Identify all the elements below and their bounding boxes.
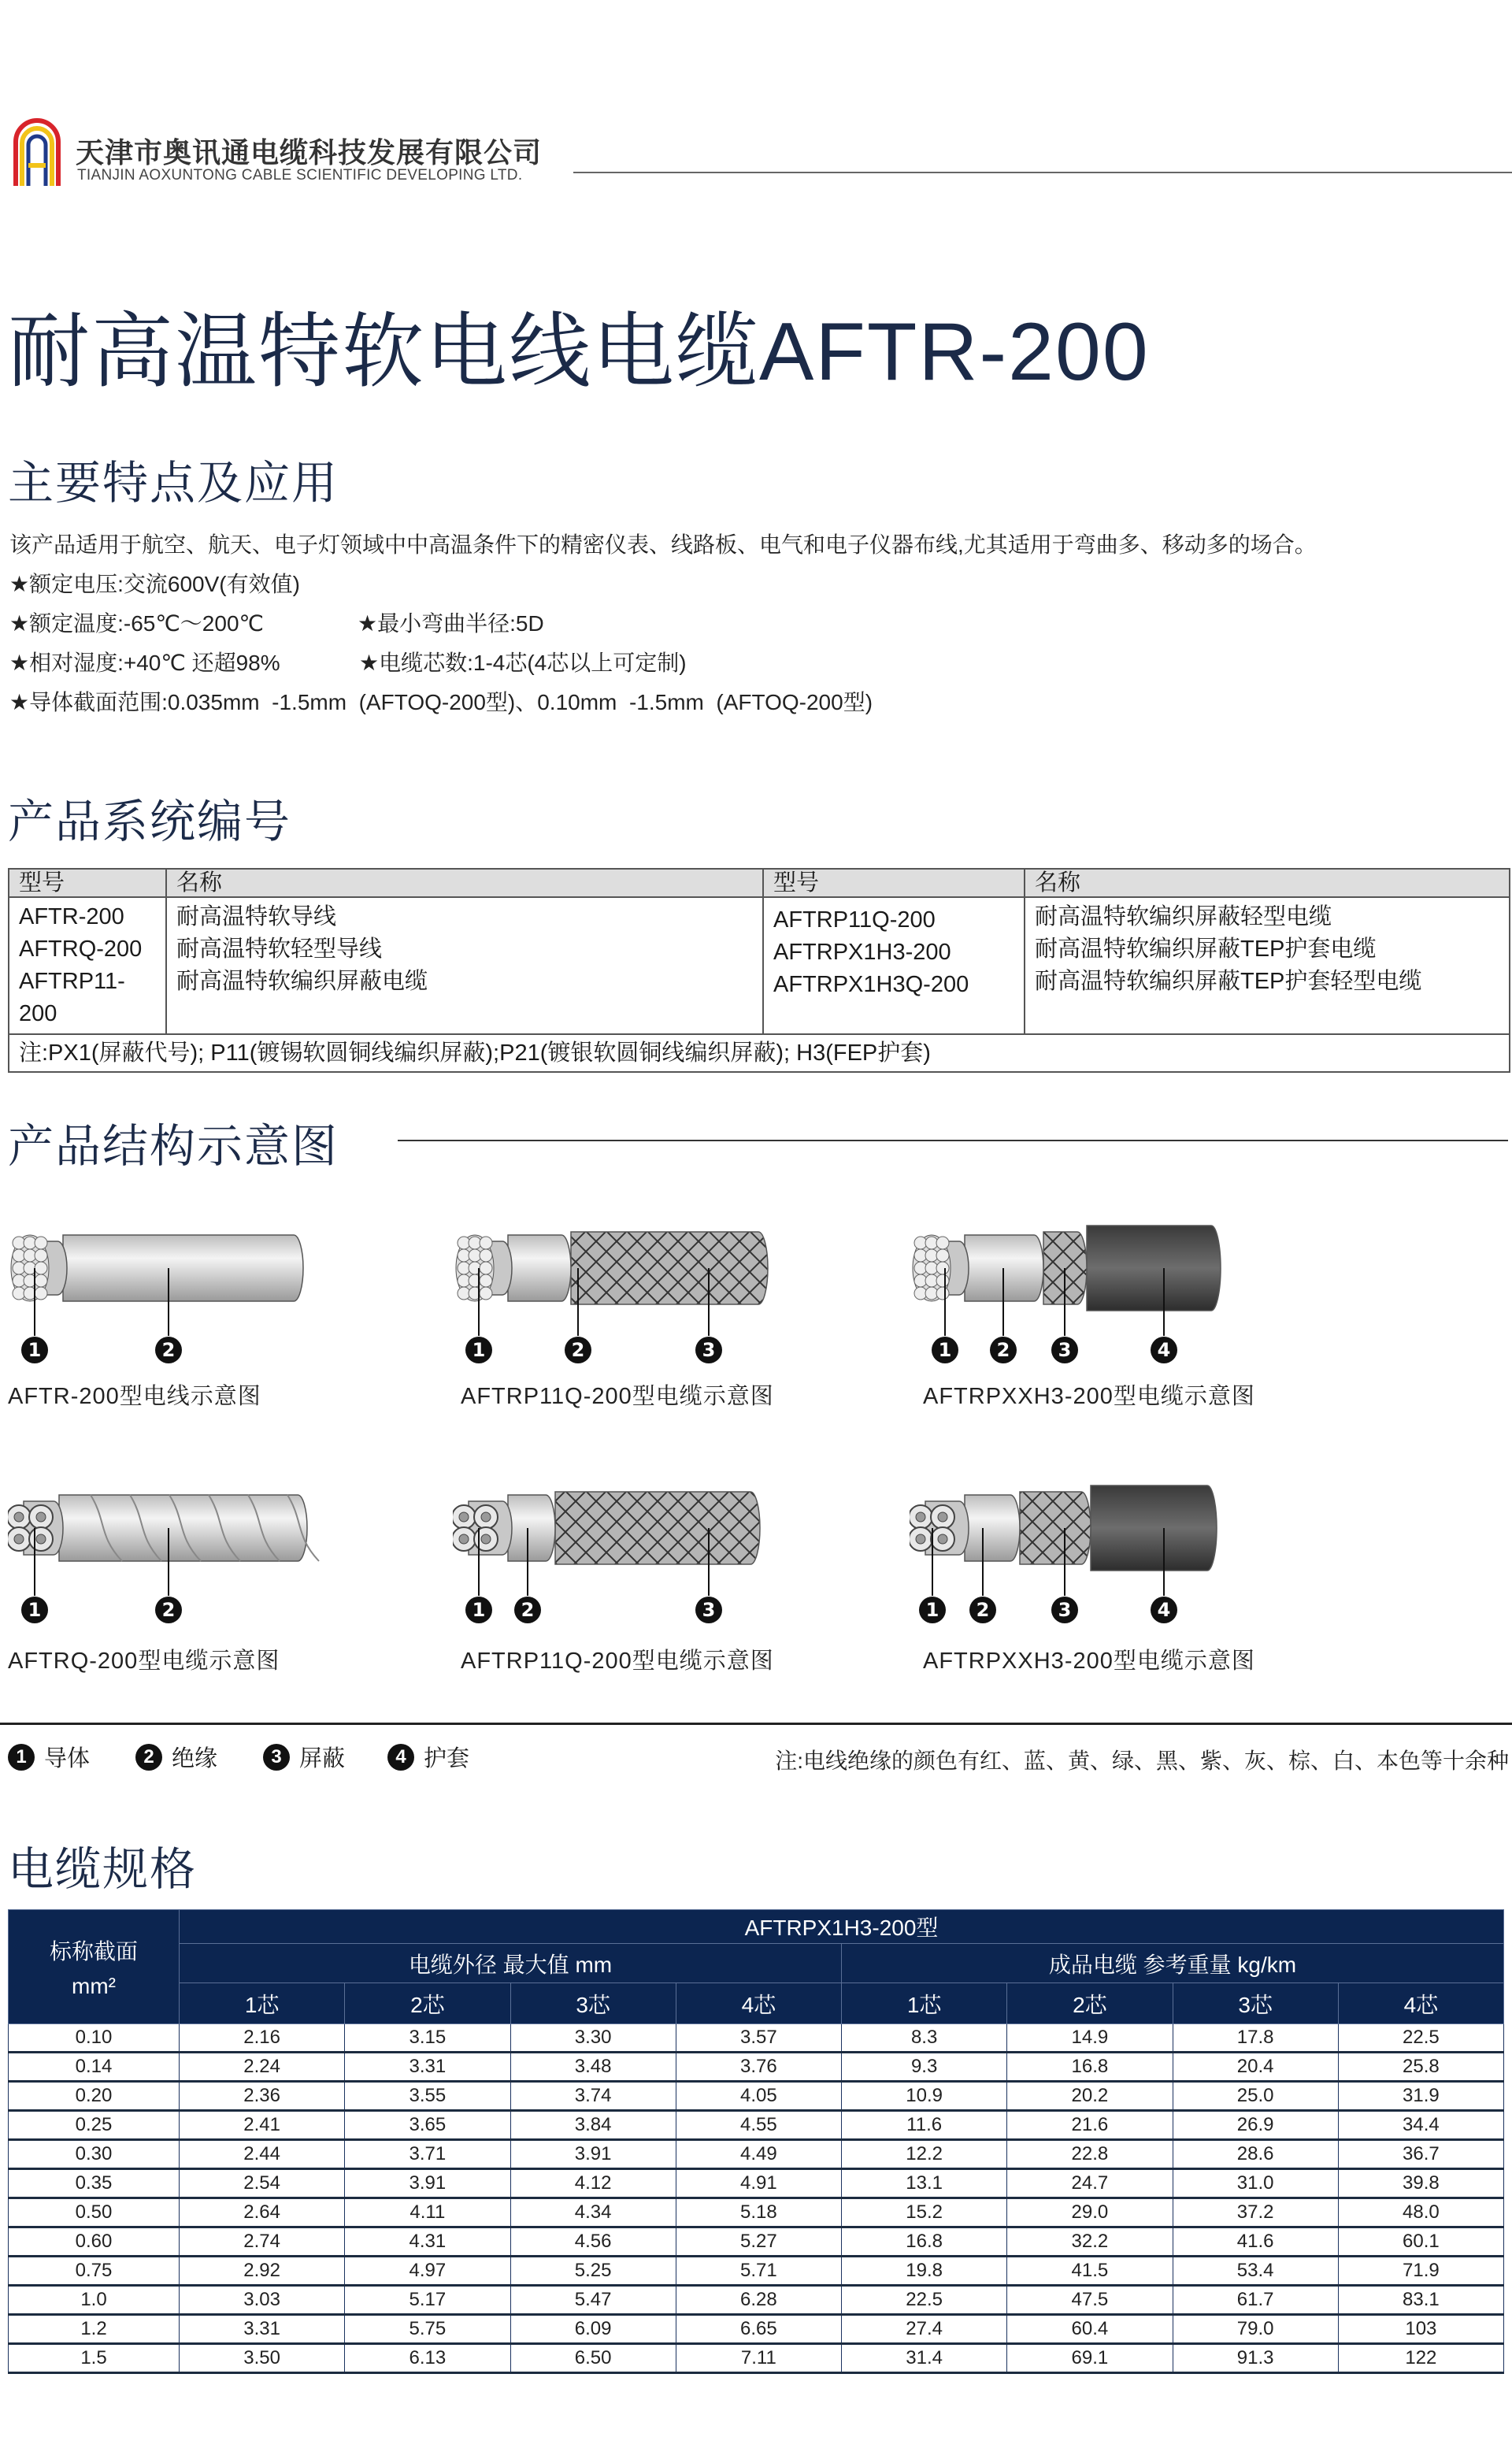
core-header: 1芯 <box>842 1983 1007 2024</box>
legend-label: 导体 <box>44 1746 91 1771</box>
value-cell: 21.6 <box>1007 2111 1173 2140</box>
value-cell: 6.13 <box>345 2344 510 2373</box>
value-cell: 3.50 <box>180 2344 345 2373</box>
value-cell: 2.36 <box>180 2082 345 2111</box>
core-conductor <box>916 1512 925 1522</box>
value-cell: 6.28 <box>676 2286 841 2315</box>
section-cell: 1.5 <box>9 2344 180 2373</box>
section-cell: 0.20 <box>9 2082 180 2111</box>
name: 耐高温特软轻型导线 <box>176 937 383 962</box>
value-cell: 31.0 <box>1173 2169 1338 2198</box>
value-cell: 41.5 <box>1007 2257 1173 2286</box>
system-note: 注:PX1(屏蔽代号); P11(镀锡软圆铜线编织屏蔽);P21(镀银软圆铜线编织屏蔽); H3(FEP护套) <box>9 1034 1510 1072</box>
value-cell: 61.7 <box>1173 2286 1338 2315</box>
legend-divider <box>0 1723 1512 1725</box>
core-conductor <box>916 1534 925 1544</box>
value-cell: 37.2 <box>1173 2198 1338 2227</box>
value-cell: 41.6 <box>1173 2227 1338 2257</box>
legend-conductor <box>8 1741 90 1773</box>
value-cell: 60.4 <box>1007 2315 1173 2344</box>
color-note: 注:电线绝缘的颜色有红、蓝、黄、绿、黑、紫、灰、棕、白、本色等十余种 <box>775 1749 1509 1773</box>
strand-end <box>480 1262 492 1274</box>
strand-end <box>480 1249 492 1262</box>
section-cell: 0.50 <box>9 2198 180 2227</box>
strand-end <box>936 1274 949 1287</box>
value-cell: 19.8 <box>842 2257 1007 2286</box>
callout-number: 1 <box>472 1599 486 1621</box>
features-description: 该产品适用于航空、航天、电子灯领域中中高温条件下的精密仪表、线路板、电气和电子仪器布线,尤其适用于弯曲多、移动多的场合。 <box>9 532 1317 557</box>
name: 耐高温特软编织屏蔽TEP护套电缆 <box>1035 937 1377 962</box>
core-conductor <box>481 1534 491 1544</box>
name: 耐高温特软编织屏蔽TEP护套轻型电缆 <box>1035 969 1422 994</box>
model-header: AFTRPX1H3-200型 <box>180 1910 1504 1944</box>
section-header <box>9 1910 180 2024</box>
diameter-header: 电缆外径 最大值 mm <box>180 1944 842 1983</box>
feature-voltage: ★额定电压:交流600V(有效值) <box>9 572 300 596</box>
company-logo-icon <box>9 117 65 189</box>
value-cell: 4.49 <box>676 2140 841 2169</box>
legend-label: 绝缘 <box>172 1746 218 1771</box>
col-model: 型号 <box>763 869 1025 897</box>
col-name: 名称 <box>166 869 763 897</box>
value-cell: 5.25 <box>510 2257 676 2286</box>
value-cell: 79.0 <box>1173 2315 1338 2344</box>
legend-jacket <box>387 1741 469 1773</box>
value-cell: 69.1 <box>1007 2344 1173 2373</box>
table-row <box>9 2227 1504 2257</box>
system-heading: 产品系统编号 <box>8 796 292 848</box>
diagram-aftrpxxh3-200 <box>910 1221 1232 1378</box>
insulation-layer <box>508 1235 571 1301</box>
value-cell: 34.4 <box>1338 2111 1503 2140</box>
value-cell: 14.9 <box>1007 2024 1173 2053</box>
callout-number: 2 <box>571 1339 585 1361</box>
value-cell: 16.8 <box>842 2227 1007 2257</box>
core-header: 4芯 <box>676 1983 841 2024</box>
value-cell: 3.55 <box>345 2082 510 2111</box>
value-cell: 3.31 <box>180 2315 345 2344</box>
value-cell: 4.97 <box>345 2257 510 2286</box>
value-cell: 4.11 <box>345 2198 510 2227</box>
strand-end <box>35 1237 47 1249</box>
legend-label: 屏蔽 <box>299 1746 346 1771</box>
callout-number: 1 <box>472 1339 486 1361</box>
diagram-caption: AFTRP11Q-200型电缆示意图 <box>461 1384 774 1409</box>
value-cell: 32.2 <box>1007 2227 1173 2257</box>
strand-end <box>35 1262 47 1274</box>
strand-end <box>480 1287 492 1300</box>
callout-number: 2 <box>161 1599 176 1621</box>
value-cell: 3.48 <box>510 2053 676 2082</box>
value-cell: 2.44 <box>180 2140 345 2169</box>
section-cell: 0.14 <box>9 2053 180 2082</box>
value-cell: 25.0 <box>1173 2082 1338 2111</box>
core-header: 2芯 <box>1007 1983 1173 2024</box>
core-conductor <box>938 1512 947 1522</box>
table-row <box>9 2315 1504 2344</box>
strand-end <box>936 1249 949 1262</box>
strand-end <box>35 1249 47 1262</box>
table-row <box>9 2286 1504 2315</box>
value-cell: 5.75 <box>345 2315 510 2344</box>
value-cell: 7.11 <box>676 2344 841 2373</box>
value-cell: 5.47 <box>510 2286 676 2315</box>
number-2-icon: 2 <box>135 1744 162 1771</box>
spec-table <box>8 1909 1504 2374</box>
value-cell: 3.84 <box>510 2111 676 2140</box>
table-row <box>9 2111 1504 2140</box>
value-cell: 2.16 <box>180 2024 345 2053</box>
model: AFTR-200 <box>19 904 124 929</box>
diagram-caption: AFTRPXXH3-200型电缆示意图 <box>923 1384 1255 1409</box>
value-cell: 83.1 <box>1338 2286 1503 2315</box>
diagram-aftr-200 <box>8 1221 331 1378</box>
value-cell: 2.24 <box>180 2053 345 2082</box>
value-cell: 5.27 <box>676 2227 841 2257</box>
value-cell: 3.71 <box>345 2140 510 2169</box>
section-cell: 1.0 <box>9 2286 180 2315</box>
value-cell: 6.09 <box>510 2315 676 2344</box>
value-cell: 4.56 <box>510 2227 676 2257</box>
strand-end <box>936 1262 949 1274</box>
core-header: 1芯 <box>180 1983 345 2024</box>
feature-humidity: ★相对湿度:+40℃ 还超98% <box>9 651 280 675</box>
callout-number: 1 <box>925 1599 939 1621</box>
value-cell: 20.4 <box>1173 2053 1338 2082</box>
table-row <box>9 2053 1504 2082</box>
shield-braid-layer <box>1020 1492 1091 1564</box>
left-models <box>9 897 166 1034</box>
page-title: 耐高温特软电线电缆AFTR-200 <box>8 306 1150 398</box>
structure-heading: 产品结构示意图 <box>8 1121 339 1172</box>
spec-heading: 电缆规格 <box>8 1844 198 1895</box>
right-models <box>763 897 1025 1034</box>
section-unit: mm² <box>72 1974 116 1998</box>
value-cell: 8.3 <box>842 2024 1007 2053</box>
value-cell: 2.54 <box>180 2169 345 2198</box>
value-cell: 22.5 <box>1338 2024 1503 2053</box>
section-cell: 0.35 <box>9 2169 180 2198</box>
shield-braid-layer <box>555 1492 760 1564</box>
section-cell: 0.30 <box>9 2140 180 2169</box>
core-conductor <box>14 1512 24 1522</box>
legend-label: 护套 <box>424 1746 470 1771</box>
value-cell: 3.03 <box>180 2286 345 2315</box>
core-conductor <box>459 1512 469 1522</box>
value-cell: 6.65 <box>676 2315 841 2344</box>
value-cell: 4.55 <box>676 2111 841 2140</box>
value-cell: 5.17 <box>345 2286 510 2315</box>
callout-number: 3 <box>702 1599 716 1621</box>
core-header: 2芯 <box>345 1983 510 2024</box>
strand-end <box>35 1274 47 1287</box>
company-name-en: TIANJIN AOXUNTONG CABLE SCIENTIFIC DEVELOPING LTD. <box>77 167 523 184</box>
header-divider <box>573 172 1512 173</box>
name: 耐高温特软导线 <box>176 904 337 929</box>
structure-divider <box>398 1140 1508 1141</box>
diagram-caption: AFTR-200型电线示意图 <box>8 1384 261 1409</box>
value-cell: 47.5 <box>1007 2286 1173 2315</box>
diagram-caption: AFTRPXXH3-200型电缆示意图 <box>923 1649 1255 1674</box>
col-name: 名称 <box>1025 869 1510 897</box>
feature-cores: ★电缆芯数:1-4芯(4芯以上可定制) <box>359 651 687 675</box>
system-table <box>8 868 1510 1073</box>
feature-bend-radius: ★最小弯曲半径:5D <box>358 611 544 636</box>
value-cell: 3.74 <box>510 2082 676 2111</box>
callout-number: 2 <box>161 1339 176 1361</box>
core-header: 4芯 <box>1338 1983 1503 2024</box>
core-conductor <box>481 1512 491 1522</box>
number-4-icon: 4 <box>387 1744 414 1771</box>
number-1-icon: 1 <box>8 1744 35 1771</box>
diagram-aftrq-200 <box>8 1481 331 1638</box>
company-name-cn: 天津市奥讯通电缆科技发展有限公司 <box>76 136 543 169</box>
insulation-layer <box>508 1495 555 1561</box>
value-cell: 2.92 <box>180 2257 345 2286</box>
number-3-icon: 3 <box>263 1744 290 1771</box>
col-model: 型号 <box>9 869 166 897</box>
feature-cross-section: ★导体截面范围:0.035mm -1.5mm (AFTOQ-200型)、0.10mm -1.5mm (AFTOQ-200型) <box>9 690 873 714</box>
right-names <box>1025 897 1510 1034</box>
section-cell: 1.2 <box>9 2315 180 2344</box>
callout-number: 3 <box>702 1339 716 1361</box>
value-cell: 2.74 <box>180 2227 345 2257</box>
callout-number: 2 <box>976 1599 990 1621</box>
value-cell: 6.50 <box>510 2344 676 2373</box>
value-cell: 91.3 <box>1173 2344 1338 2373</box>
diagram-aftrpxxh3-200-multi <box>910 1481 1232 1638</box>
section-label: 标称截面 <box>49 1939 138 1964</box>
legend-insulation <box>135 1741 217 1773</box>
callout-number: 1 <box>28 1339 42 1361</box>
value-cell: 4.05 <box>676 2082 841 2111</box>
value-cell: 10.9 <box>842 2082 1007 2111</box>
value-cell: 5.18 <box>676 2198 841 2227</box>
value-cell: 5.71 <box>676 2257 841 2286</box>
core-conductor <box>36 1512 46 1522</box>
value-cell: 9.3 <box>842 2053 1007 2082</box>
diagram-aftrp11q-200-multi <box>453 1481 776 1638</box>
value-cell: 27.4 <box>842 2315 1007 2344</box>
core-header: 3芯 <box>1173 1983 1338 2024</box>
callout-number: 2 <box>521 1599 535 1621</box>
value-cell: 25.8 <box>1338 2053 1503 2082</box>
section-cell: 0.60 <box>9 2227 180 2257</box>
value-cell: 4.12 <box>510 2169 676 2198</box>
insulation-layer <box>965 1495 1020 1561</box>
core-conductor <box>938 1534 947 1544</box>
value-cell: 39.8 <box>1338 2169 1503 2198</box>
value-cell: 3.15 <box>345 2024 510 2053</box>
name: 耐高温特软编织屏蔽轻型电缆 <box>1035 904 1332 929</box>
model: AFTRP11-200 <box>19 969 125 1026</box>
value-cell: 31.9 <box>1338 2082 1503 2111</box>
strand-end <box>936 1287 949 1300</box>
core-header: 3芯 <box>510 1983 676 2024</box>
callout-number: 1 <box>938 1339 952 1361</box>
insulation-layer <box>63 1235 303 1301</box>
value-cell: 11.6 <box>842 2111 1007 2140</box>
features-heading: 主要特点及应用 <box>8 458 339 509</box>
value-cell: 26.9 <box>1173 2111 1338 2140</box>
value-cell: 3.91 <box>510 2140 676 2169</box>
feature-temperature: ★额定温度:-65℃～200℃ <box>9 611 264 636</box>
diagram-caption: AFTRP11Q-200型电缆示意图 <box>461 1649 774 1674</box>
callout-number: 2 <box>996 1339 1010 1361</box>
value-cell: 13.1 <box>842 2169 1007 2198</box>
value-cell: 28.6 <box>1173 2140 1338 2169</box>
value-cell: 15.2 <box>842 2198 1007 2227</box>
section-cell: 0.10 <box>9 2024 180 2053</box>
core-conductor <box>14 1534 24 1544</box>
value-cell: 48.0 <box>1338 2198 1503 2227</box>
strand-end <box>35 1287 47 1300</box>
jacket-layer <box>1091 1485 1217 1571</box>
value-cell: 4.91 <box>676 2169 841 2198</box>
value-cell: 3.65 <box>345 2111 510 2140</box>
value-cell: 3.91 <box>345 2169 510 2198</box>
section-cell: 0.75 <box>9 2257 180 2286</box>
value-cell: 20.2 <box>1007 2082 1173 2111</box>
model: AFTRPX1H3Q-200 <box>773 972 969 997</box>
core-conductor <box>36 1534 46 1544</box>
value-cell: 17.8 <box>1173 2024 1338 2053</box>
value-cell: 122 <box>1338 2344 1503 2373</box>
value-cell: 3.31 <box>345 2053 510 2082</box>
table-row <box>9 2024 1504 2053</box>
table-row <box>9 2140 1504 2169</box>
value-cell: 22.5 <box>842 2286 1007 2315</box>
strand-end <box>936 1237 949 1249</box>
model: AFTRP11Q-200 <box>773 907 936 933</box>
left-names <box>166 897 763 1034</box>
value-cell: 3.76 <box>676 2053 841 2082</box>
callout-number: 4 <box>1157 1599 1171 1621</box>
value-cell: 53.4 <box>1173 2257 1338 2286</box>
value-cell: 2.64 <box>180 2198 345 2227</box>
value-cell: 71.9 <box>1338 2257 1503 2286</box>
table-row <box>9 2169 1504 2198</box>
model: AFTRPX1H3-200 <box>773 940 951 965</box>
value-cell: 4.31 <box>345 2227 510 2257</box>
value-cell: 29.0 <box>1007 2198 1173 2227</box>
weight-header: 成品电缆 参考重量 kg/km <box>842 1944 1504 1983</box>
callout-number: 3 <box>1058 1339 1072 1361</box>
value-cell: 16.8 <box>1007 2053 1173 2082</box>
table-row <box>9 2344 1504 2373</box>
callout-number: 3 <box>1058 1599 1072 1621</box>
model: AFTRQ-200 <box>19 937 143 962</box>
shield-braid-layer <box>571 1232 768 1304</box>
value-cell: 12.2 <box>842 2140 1007 2169</box>
value-cell: 4.34 <box>510 2198 676 2227</box>
diagram-caption: AFTRQ-200型电缆示意图 <box>8 1649 280 1674</box>
table-row <box>9 2082 1504 2111</box>
value-cell: 103 <box>1338 2315 1503 2344</box>
name: 耐高温特软编织屏蔽电缆 <box>176 969 428 994</box>
value-cell: 3.30 <box>510 2024 676 2053</box>
strand-end <box>480 1274 492 1287</box>
table-row <box>9 2198 1504 2227</box>
value-cell: 3.57 <box>676 2024 841 2053</box>
strand-end <box>480 1237 492 1249</box>
value-cell: 2.41 <box>180 2111 345 2140</box>
callout-number: 4 <box>1157 1339 1171 1361</box>
diagram-aftrp11q-200 <box>453 1221 776 1378</box>
callout-number: 1 <box>28 1599 42 1621</box>
legend-shield <box>263 1741 345 1773</box>
value-cell: 60.1 <box>1338 2227 1503 2257</box>
value-cell: 22.8 <box>1007 2140 1173 2169</box>
jacket-layer <box>1087 1226 1221 1311</box>
table-row <box>9 2257 1504 2286</box>
value-cell: 24.7 <box>1007 2169 1173 2198</box>
core-conductor <box>459 1534 469 1544</box>
value-cell: 36.7 <box>1338 2140 1503 2169</box>
value-cell: 31.4 <box>842 2344 1007 2373</box>
section-cell: 0.25 <box>9 2111 180 2140</box>
